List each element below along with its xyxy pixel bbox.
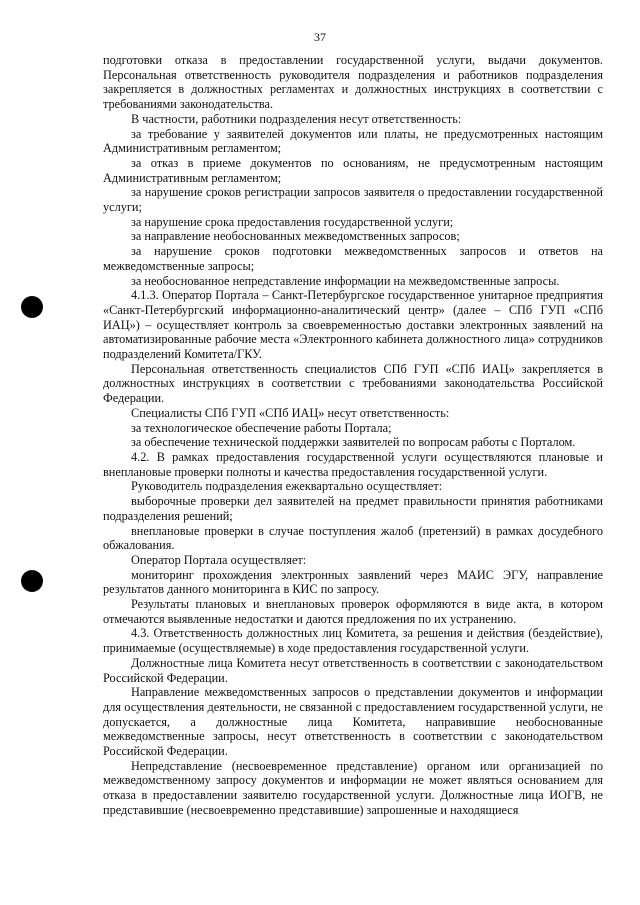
punch-hole	[21, 296, 43, 318]
paragraph: за направление необоснованных межведомственных запросов;	[131, 229, 460, 244]
paragraph: Направление межведомственных запросов о представлении документов и информации для осуществления деятельности, не связанной с предоставлением государственной услуги, не допускается, а должностные лица Комитета, направившие необоснованные межведомственные запросы, несут ответственность в соответствии с законодательством Российской Федерации.	[103, 685, 603, 759]
paragraph: 4.2. В рамках предоставления государственной услуги осуществляются плановые и внеплановые проверки полноты и качества предоставления государственной услуги.	[103, 449, 603, 479]
paragraph: Результаты плановых и внеплановых проверок оформляются в виде акта, в котором отмечаются выявленные недостатки и даются предложения по их устранению.	[103, 597, 603, 626]
paragraph: В частности, работники подразделения несут ответственность:	[131, 111, 462, 126]
paragraph: 4.3. Ответственность должностных лиц Комитета, за решения и действия (бездействие), принимаемые (осуществляемые) в ходе предоставления государственной услуги.	[103, 626, 603, 656]
paragraph: за нарушение сроков регистрации запросов заявителя о предоставлении государственной услуги;	[103, 185, 603, 215]
punch-hole	[21, 570, 43, 592]
paragraph: внеплановые проверки в случае поступления жалоб (претензий) в рамках досудебного обжалования.	[103, 523, 603, 553]
paragraph: за нарушение сроков подготовки межведомственных запросов и ответов на межведомственные запросы;	[103, 244, 603, 273]
paragraph: за отказ в приеме документов по основаниям, не предусмотренным настоящим Административным регламентом;	[103, 155, 603, 185]
paragraph: за необоснованное непредставление информации на межведомственные запросы.	[131, 273, 560, 288]
paragraph: мониторинг прохождения электронных заявлений через МАИС ЭГУ, направление результатов данного мониторинга в КИС по запросу.	[103, 567, 603, 597]
paragraph: за технологическое обеспечение работы Портала;	[131, 420, 392, 435]
paragraph: Руководитель подразделения ежеквартально осуществляет:	[131, 479, 443, 494]
paragraph: 4.1.3. Оператор Портала – Санкт-Петербургское государственное унитарное предприятия «Санкт-Петербургский информационно-аналитический центр» (далее – СПб ГУП «СПб ИАЦ») – осуществляет контроль за своевременностью доставки электронных заявлений на автоматизированные рабочие места «Электронного кабинета должностного лица» сотрудников подразделений Комитета/ГКУ.	[103, 288, 603, 362]
paragraph: подготовки отказа в предоставлении государственной услуги, выдачи документов. Персональная ответственность руководителя подразделения и работников подразделения закрепляется в должностных регламентах и должностных инструкциях в соответствии с требованиями законодательства.	[103, 53, 603, 112]
paragraph: за требование у заявителей документов или платы, не предусмотренных настоящим Административным регламентом;	[103, 126, 603, 156]
paragraph: Оператор Портала осуществляет:	[131, 552, 307, 567]
page-number: 37	[314, 30, 326, 44]
paragraph: за обеспечение технической поддержки заявителей по вопросам работы с Порталом.	[131, 435, 576, 450]
document-body	[103, 53, 603, 818]
paragraph: за нарушение срока предоставления государственной услуги;	[131, 214, 454, 229]
paragraph: Персональная ответственность специалистов СПб ГУП «СПб ИАЦ» закрепляется в должностных инструкциях в соответствии с требованиями законодательства Российской Федерации.	[103, 361, 603, 406]
paragraph: Должностные лица Комитета несут ответственность в соответствии с законодательством Российской Федерации.	[103, 655, 603, 685]
paragraph: Непредставление (несвоевременное представление) органом или организацией по межведомственному запросу документов и информации не может являться основанием для отказа в предоставлении заявителю государственной услуги. Должностные лица ИОГВ, не представившие (несвоевременно представившие) запрошенные и находящиеся	[103, 758, 603, 817]
paragraph: выборочные проверки дел заявителей на предмет правильности принятия работниками подразделения решений;	[103, 494, 603, 523]
paragraph: Специалисты СПб ГУП «СПб ИАЦ» несут ответственность:	[131, 405, 450, 420]
